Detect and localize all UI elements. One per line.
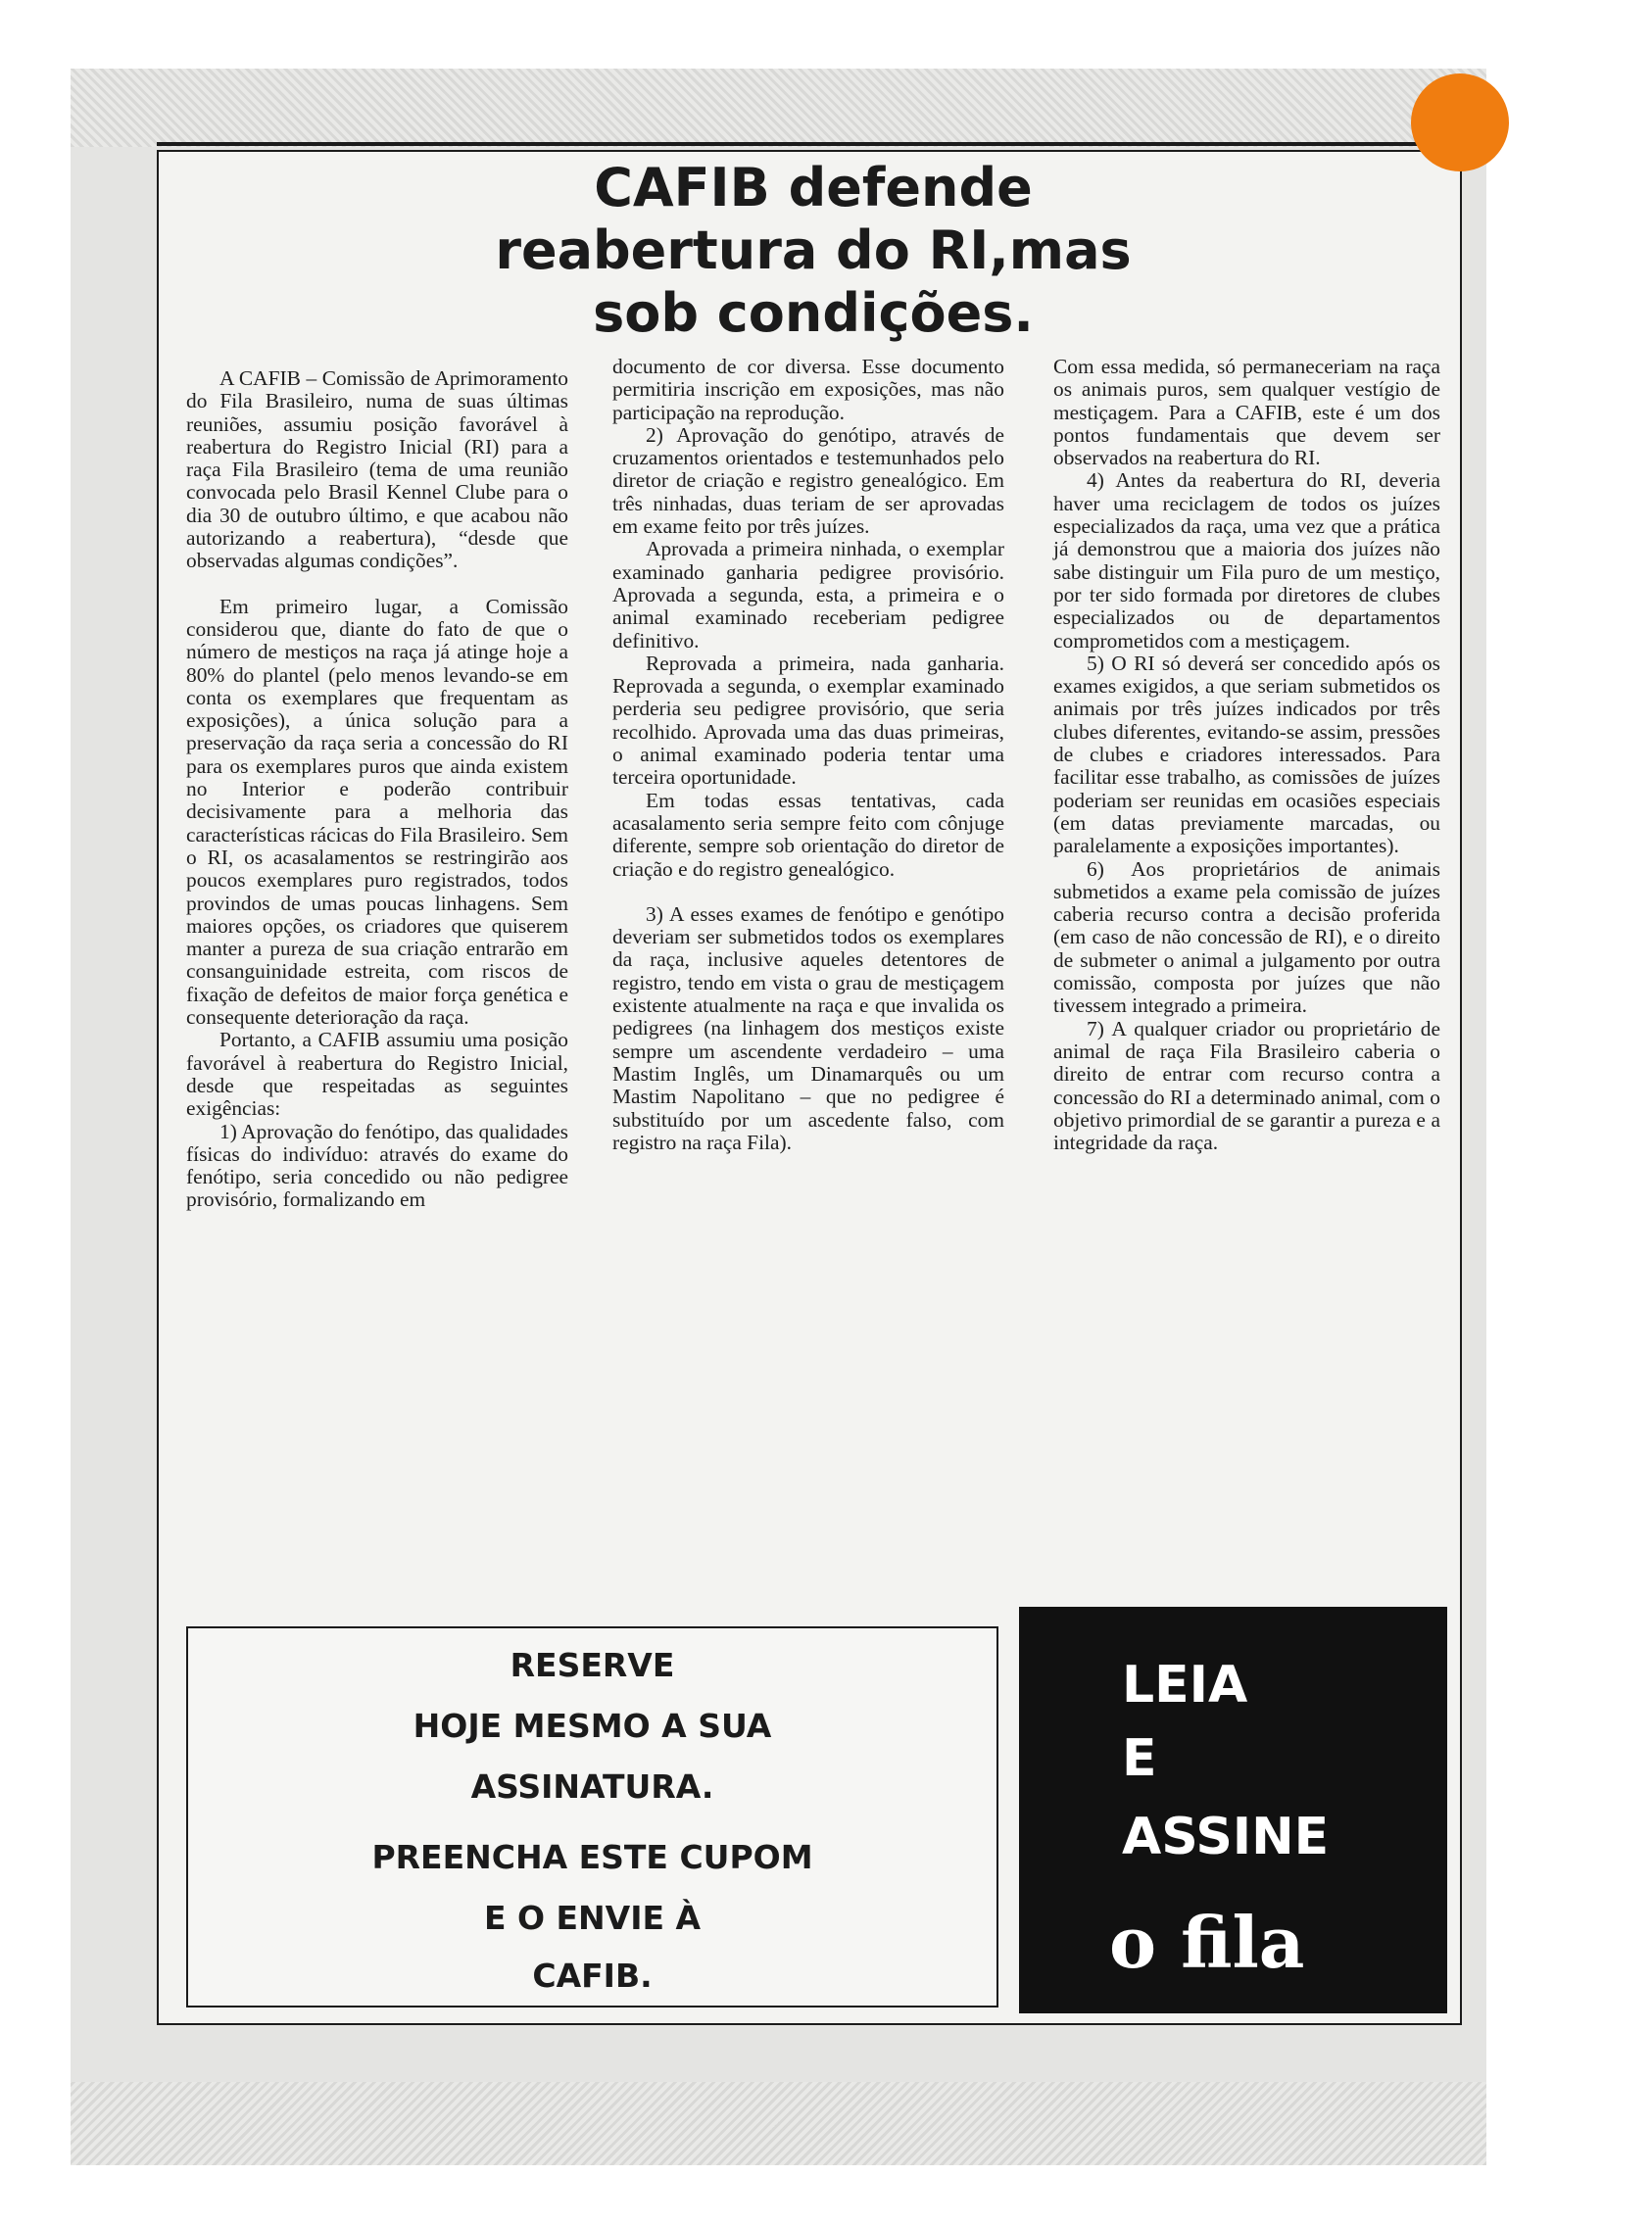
article-column-2 — [612, 356, 1004, 1154]
ad-line-5: E O ENVIE À — [483, 1899, 702, 1937]
top-rule — [157, 142, 1460, 146]
paragraph: Em todas essas tentativas, cada acasalamento seria sempre feito com cônjuge diferente, sempre sob orientação do diretor de criação e do registro genealógico. — [612, 788, 1004, 881]
paragraph: Em primeiro lugar, a Comissão considerou que, diante do fato de que o número de mestiços na raça já atinge hoje a 80% do plantel (pelo menos levando-se em conta os exemplares que frequentam as exposições), a única solução para a preservação da raça seria a concessão do RI para os exemplares puros que ainda existem no Interior e poderão contribuir decisivamente para a melhoria das características rácicas do Fila Brasileiro. Sem o RI, os acasalamentos se restringirão aos poucos exemplares puro registrados, todos provindos de umas poucas linhagens. Sem maiores opções, os criadores que quiserem manter a pureza de sua criação entrarão em consanguinidade estreita, com riscos de fixação de defeitos de maior força genética e consequente deterioração da raça. — [186, 594, 568, 1030]
headline-line-1: CAFIB defende — [594, 157, 1033, 218]
paragraph: Portanto, a CAFIB assumiu uma posição favorável à reabertura do Registro Inicial, desde que respeitadas as seguintes exigências: — [186, 1028, 568, 1121]
subscription-coupon-ad — [186, 1626, 998, 2007]
page-texture-top — [71, 69, 1486, 147]
ad-line-2: HOJE MESMO A SUA — [413, 1707, 772, 1745]
ad-line-6: CAFIB. — [532, 1957, 653, 1995]
read-and-subscribe-ad — [1019, 1607, 1447, 2013]
paragraph: 4) Antes da reabertura do RI, deveria haver uma reciclagem de todos os juízes especializados da raça, uma vez que a prática já demonstrou que a maioria dos juízes não sabe distinguir um Fila puro de um mestiço, por ter sido formada por diretores de clubes especializados ou de departamentos comprometidos com a mestiçagem. — [1053, 468, 1440, 653]
ad-line-1: RESERVE — [510, 1646, 675, 1684]
orange-sticker-dot — [1411, 73, 1509, 171]
ad2-line-2: E — [1122, 1729, 1157, 1788]
paragraph: documento de cor diversa. Esse documento permitiria inscrição em exposições, mas não participação na reprodução. — [612, 355, 1004, 424]
ad2-line-1: LEIA — [1122, 1656, 1248, 1715]
paragraph: 1) Aprovação do fenótipo, das qualidades físicas do indivíduo: através do exame do fenótipo, seria concedido ou não pedigree provisório, formalizando em — [186, 1119, 568, 1212]
paragraph: 6) Aos proprietários de animais submetidos a exame pela comissão de juízes caberia recurso contra a decisão proferida (em caso de não concessão de RI), e o direito de submeter o animal a julgamento por outra comissão, composta por juízes que não tivessem integrado a primeira. — [1053, 856, 1440, 1018]
page-texture-bottom — [71, 2082, 1486, 2165]
paragraph: Aprovada a primeira ninhada, o exemplar examinado ganharia pedigree provisório. Aprovada a segunda, esta, a primeira e o animal examinado receberiam pedigree definitivo. — [612, 537, 1004, 653]
headline-line-3: sob condições. — [593, 282, 1034, 344]
article-column-1 — [186, 367, 568, 1212]
paragraph: 2) Aprovação do genótipo, através de cruzamentos orientados e testemunhados pelo diretor de criação e registro genealógico. Em três ninhadas, duas teriam de ser aprovadas em exame feito por três juízes. — [612, 422, 1004, 539]
headline — [421, 157, 1205, 345]
o-fila-logo: o fila — [1109, 1901, 1305, 1984]
headline-line-2: reabertura do RI,mas — [495, 219, 1132, 281]
article-column-3 — [1053, 356, 1440, 1154]
ad-line-4: PREENCHA ESTE CUPOM — [371, 1838, 813, 1876]
paragraph: A CAFIB – Comissão de Aprimoramento do Fila Brasileiro, numa de suas últimas reuniões, assumiu posição favorável à reabertura do Registro Inicial (RI) para a raça Fila Brasileiro (tema de uma reunião convocada pelo Brasil Kennel Clube para o dia 30 de outubro último, e que acabou não autorizando a reabertura), “desde que observadas algumas condições”. — [186, 366, 568, 573]
paragraph: 5) O RI só deverá ser concedido após os exames exigidos, a que seriam submetidos os animais por três juízes indicados por três clubes diferentes, evitando-se assim, pressões de clubes e criadores interessados. Para facilitar esse trabalho, as comissões de juízes poderiam ser reunidas em ocasiões especiais (em datas previamente marcadas, ou paralelamente a exposições importantes). — [1053, 651, 1440, 858]
ad2-line-3: ASSINE — [1122, 1808, 1330, 1866]
paragraph: Com essa medida, só permaneceriam na raça os animais puros, sem qualquer vestígio de mestiçagem. Para a CAFIB, este é um dos pontos fundamentais que devem ser observados na reabertura do RI. — [1053, 355, 1440, 470]
paragraph: Reprovada a primeira, nada ganharia. Reprovada a segunda, o exemplar examinado perderia seu pedigree provisório, que seria recolhido. Aprovada uma das duas primeiras, o animal examinado poderia tentar uma terceira oportunidade. — [612, 651, 1004, 790]
ad-line-3: ASSINATURA. — [470, 1767, 714, 1806]
paragraph: 7) A qualquer criador ou proprietário de animal de raça Fila Brasileiro caberia o direito de entrar com recurso contra a concessão do RI a determinado animal, com o objetivo primordial de se garantir a pureza e a integridade da raça. — [1053, 1016, 1440, 1155]
paragraph: 3) A esses exames de fenótipo e genótipo deveriam ser submetidos todos os exemplares da raça, inclusive aqueles detentores de registro, tendo em vista o grau de mestiçagem existente atualmente na raça e que invalida os pedigrees (na linhagem dos mestiços existe sempre um ascendente verdadeiro – uma Mastim Inglês, um Dinamarquês ou um Mastim Napolitano – que no pedigree é substituído por um ascedente falso, com registro na raça Fila). — [612, 901, 1004, 1154]
